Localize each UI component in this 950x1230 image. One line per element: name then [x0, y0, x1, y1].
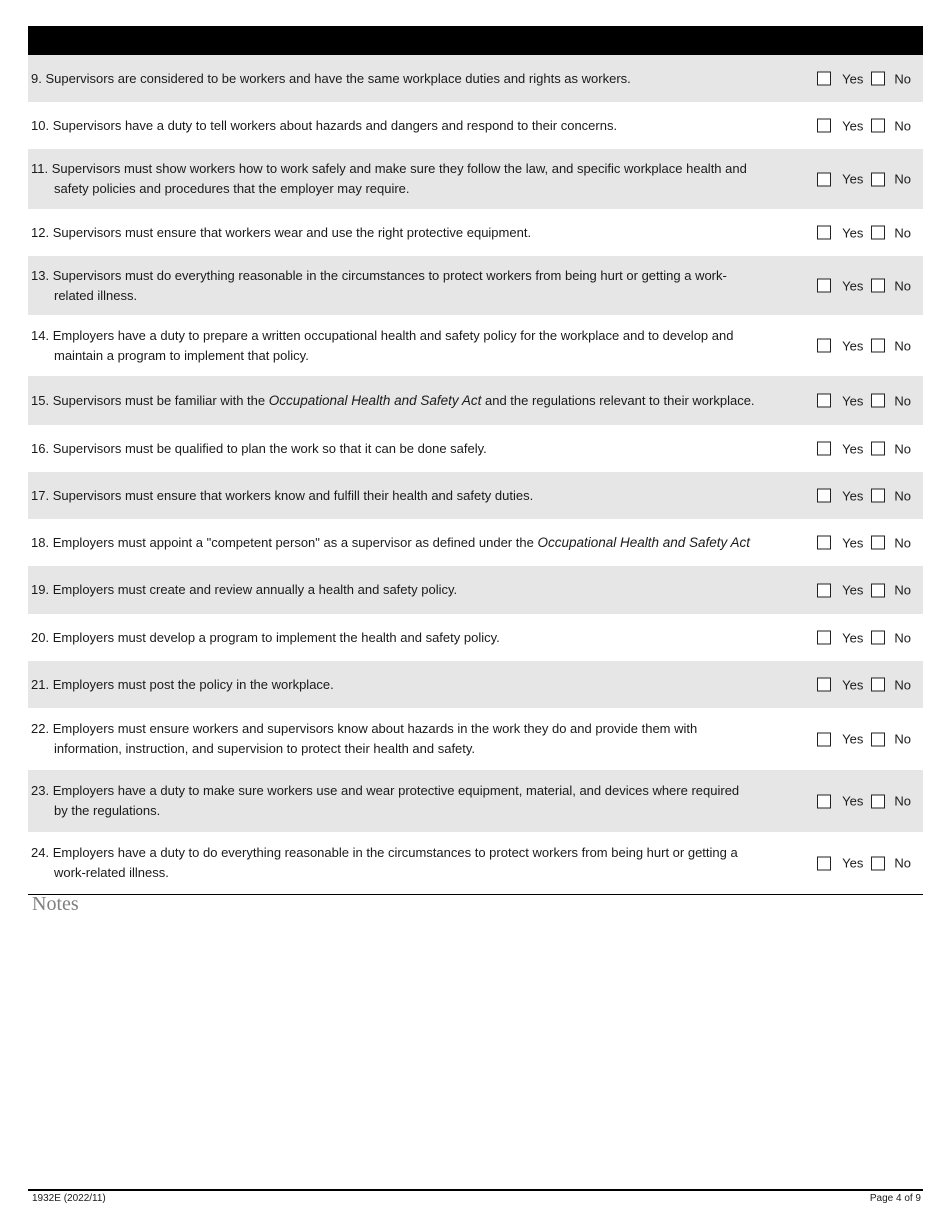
no-checkbox[interactable]: [871, 442, 885, 456]
yes-no-choices: [817, 225, 911, 240]
question-text: [28, 266, 798, 306]
yes-checkbox[interactable]: [817, 226, 831, 240]
yes-no-choices: [817, 794, 911, 809]
question-continuation: maintain a program to implement that policy.: [54, 347, 309, 363]
question-number: 23.: [31, 783, 50, 798]
yes-label: Yes: [842, 488, 864, 503]
question-line: [31, 630, 500, 645]
question-number: 17.: [31, 487, 50, 503]
question-body: Supervisors must be familiar with the: [52, 392, 266, 408]
question-body: Employers have a duty to do everything reasonable in the circumstances to protect workers from being hurt or getting a: [52, 845, 738, 860]
yes-checkbox[interactable]: [817, 536, 831, 550]
question-row: [28, 315, 923, 376]
question-number: 12.: [31, 224, 50, 240]
yes-checkbox[interactable]: [817, 489, 831, 503]
yes-label: Yes: [842, 677, 864, 692]
yes-checkbox[interactable]: [817, 339, 831, 353]
no-label: No: [894, 488, 911, 503]
question-line: [31, 845, 738, 860]
yes-no-choices: [817, 583, 911, 598]
question-body: Supervisors have a duty to tell workers about hazards and dangers and respond to their concerns.: [52, 117, 618, 133]
no-label: No: [894, 677, 911, 692]
no-label: No: [894, 278, 911, 293]
yes-no-choices: [817, 393, 911, 408]
question-rows: [28, 55, 923, 894]
question-line: [31, 161, 747, 176]
table-header-bar: [28, 26, 923, 55]
question-body: Employers must post the policy in the workplace.: [52, 676, 334, 692]
act-title: Occupational Health and Safety Act: [537, 534, 751, 550]
question-body: Supervisors must ensure that workers know and fulfill their health and safety duties.: [52, 487, 534, 503]
question-number: 16.: [31, 440, 50, 456]
footer-rule: [28, 1189, 923, 1191]
question-text: [28, 391, 798, 411]
yes-checkbox[interactable]: [817, 732, 831, 746]
yes-label: Yes: [842, 731, 864, 747]
question-text: [28, 326, 798, 366]
question-line: [31, 225, 531, 240]
no-checkbox[interactable]: [871, 583, 885, 597]
yes-no-choices: [817, 856, 911, 871]
question-line: [31, 582, 457, 597]
yes-label: Yes: [842, 793, 864, 809]
yes-label: Yes: [842, 338, 864, 353]
question-text: [28, 116, 798, 136]
question-row: [28, 614, 923, 661]
question-row: [28, 425, 923, 472]
question-row: [28, 770, 923, 832]
question-line: [31, 71, 631, 86]
no-label: No: [894, 630, 911, 645]
no-label: No: [894, 441, 911, 456]
question-row: [28, 102, 923, 149]
yes-checkbox[interactable]: [817, 119, 831, 133]
question-text: [28, 843, 798, 883]
yes-no-choices: [817, 118, 911, 133]
question-line: [31, 721, 697, 736]
question-number: 22.: [31, 721, 50, 736]
question-row: [28, 832, 923, 894]
question-body: Employers must ensure workers and supervisors know about hazards in the work they do and provide them with: [52, 721, 698, 736]
question-text: [28, 580, 798, 600]
yes-label: Yes: [842, 71, 864, 86]
yes-no-choices: [817, 535, 911, 550]
yes-checkbox[interactable]: [817, 172, 831, 186]
no-checkbox[interactable]: [871, 279, 885, 293]
no-label: No: [894, 225, 911, 240]
question-number: 13.: [31, 267, 50, 283]
no-checkbox[interactable]: [871, 536, 885, 550]
question-body-end: and the regulations relevant to their workplace.: [485, 392, 755, 408]
question-number: 18.: [31, 534, 50, 550]
no-label: No: [894, 393, 911, 408]
yes-no-choices: [817, 71, 911, 86]
yes-label: Yes: [842, 171, 864, 187]
question-text: [28, 675, 798, 695]
question-row: [28, 376, 923, 425]
question-text: [28, 486, 798, 506]
question-body: Supervisors must show workers how to work safely and make sure they follow the law, and specific workplace health and: [51, 161, 747, 176]
question-body: Supervisors are considered to be workers and have the same workplace duties and rights as workers.: [45, 70, 631, 86]
question-text: [28, 223, 798, 243]
question-body: Supervisors must be qualified to plan the work so that it can be done safely.: [52, 440, 487, 456]
question-row: [28, 256, 923, 315]
question-number: 14.: [31, 327, 50, 343]
question-number: 24.: [31, 845, 50, 860]
question-row: [28, 519, 923, 566]
form-id: 1932E (2022/11): [32, 1193, 106, 1204]
no-label: No: [894, 338, 911, 353]
question-line: [31, 783, 739, 798]
no-checkbox[interactable]: [871, 172, 885, 186]
page-number: Page 4 of 9: [869, 1193, 921, 1204]
question-number: 10.: [31, 117, 50, 133]
no-label: No: [894, 118, 911, 133]
notes-label: Notes: [32, 893, 79, 915]
question-text: [28, 628, 798, 648]
question-line: [31, 677, 334, 692]
question-text: [28, 159, 798, 199]
yes-no-choices: [817, 677, 911, 692]
no-label: No: [894, 855, 911, 871]
no-label: No: [894, 582, 911, 598]
yes-no-choices: [817, 172, 911, 187]
question-text: [28, 439, 798, 459]
yes-checkbox[interactable]: [817, 279, 831, 293]
question-continuation: information, instruction, and supervision to protect their health and safety.: [54, 741, 476, 756]
question-line: [31, 488, 533, 503]
question-row: [28, 149, 923, 209]
no-checkbox[interactable]: [871, 72, 885, 86]
yes-checkbox[interactable]: [817, 394, 831, 408]
yes-checkbox[interactable]: [817, 72, 831, 86]
no-label: No: [894, 731, 911, 747]
question-continuation: by the regulations.: [54, 803, 161, 818]
no-checkbox[interactable]: [871, 631, 885, 645]
yes-label: Yes: [842, 630, 864, 645]
no-checkbox[interactable]: [871, 339, 885, 353]
question-line: [31, 268, 727, 283]
question-number: 11.: [31, 161, 49, 176]
question-continuation: related illness.: [54, 287, 138, 303]
question-line: [31, 118, 617, 133]
question-number: 9.: [31, 70, 42, 86]
question-number: 21.: [31, 676, 50, 692]
question-continuation: work-related illness.: [54, 865, 169, 880]
question-body: Employers must develop a program to implement the health and safety policy.: [52, 629, 500, 645]
yes-checkbox[interactable]: [817, 631, 831, 645]
questionnaire-table: [28, 26, 923, 895]
no-checkbox[interactable]: [871, 119, 885, 133]
yes-no-choices: [817, 488, 911, 503]
question-row: [28, 472, 923, 519]
question-body: Employers have a duty to make sure workers use and wear protective equipment, material, and devices where required: [52, 783, 740, 798]
question-line: [31, 441, 487, 456]
yes-no-choices: [817, 630, 911, 645]
yes-no-choices: [817, 338, 911, 353]
question-text: [28, 719, 798, 759]
no-checkbox[interactable]: [871, 794, 885, 808]
yes-label: Yes: [842, 535, 864, 550]
no-checkbox[interactable]: [871, 732, 885, 746]
question-continuation: safety policies and procedures that the employer may require.: [54, 181, 410, 196]
question-body: Employers have a duty to prepare a written occupational health and safety policy for the workplace and to develop and: [52, 327, 734, 343]
yes-label: Yes: [842, 225, 864, 240]
act-title: Occupational Health and Safety Act: [268, 392, 482, 408]
yes-no-choices: [817, 278, 911, 293]
question-row: [28, 209, 923, 256]
question-body: Employers must create and review annually a health and safety policy.: [52, 582, 458, 597]
no-label: No: [894, 171, 911, 187]
question-row: [28, 566, 923, 614]
yes-label: Yes: [842, 278, 864, 293]
question-row: [28, 55, 923, 102]
yes-checkbox[interactable]: [817, 794, 831, 808]
yes-label: Yes: [842, 393, 864, 408]
yes-no-choices: [817, 441, 911, 456]
question-row: [28, 708, 923, 770]
question-body: Employers must appoint a "competent person" as a supervisor as defined under the: [52, 534, 534, 550]
yes-checkbox[interactable]: [817, 856, 831, 870]
question-line: [31, 328, 733, 343]
yes-checkbox[interactable]: [817, 678, 831, 692]
yes-checkbox[interactable]: [817, 442, 831, 456]
no-checkbox[interactable]: [871, 856, 885, 870]
question-number: 15.: [31, 392, 50, 408]
yes-label: Yes: [842, 441, 864, 456]
question-row: [28, 661, 923, 708]
yes-label: Yes: [842, 118, 864, 133]
question-text: [28, 69, 798, 89]
yes-label: Yes: [842, 582, 864, 598]
question-line: [31, 393, 755, 408]
yes-label: Yes: [842, 855, 864, 871]
question-number: 19.: [31, 582, 50, 597]
no-checkbox[interactable]: [871, 394, 885, 408]
question-body: Supervisors must do everything reasonable in the circumstances to protect workers from being hurt or getting a work-: [52, 267, 727, 283]
yes-checkbox[interactable]: [817, 583, 831, 597]
no-checkbox[interactable]: [871, 489, 885, 503]
question-body: Supervisors must ensure that workers wear and use the right protective equipment.: [52, 224, 532, 240]
no-checkbox[interactable]: [871, 678, 885, 692]
table-bottom-rule: [28, 894, 923, 895]
question-text: [28, 781, 798, 821]
question-number: 20.: [31, 629, 50, 645]
question-text: [28, 533, 798, 553]
question-line: [31, 535, 750, 550]
no-label: No: [894, 71, 911, 86]
no-checkbox[interactable]: [871, 226, 885, 240]
yes-no-choices: [817, 732, 911, 747]
no-label: No: [894, 535, 911, 550]
no-label: No: [894, 793, 911, 809]
